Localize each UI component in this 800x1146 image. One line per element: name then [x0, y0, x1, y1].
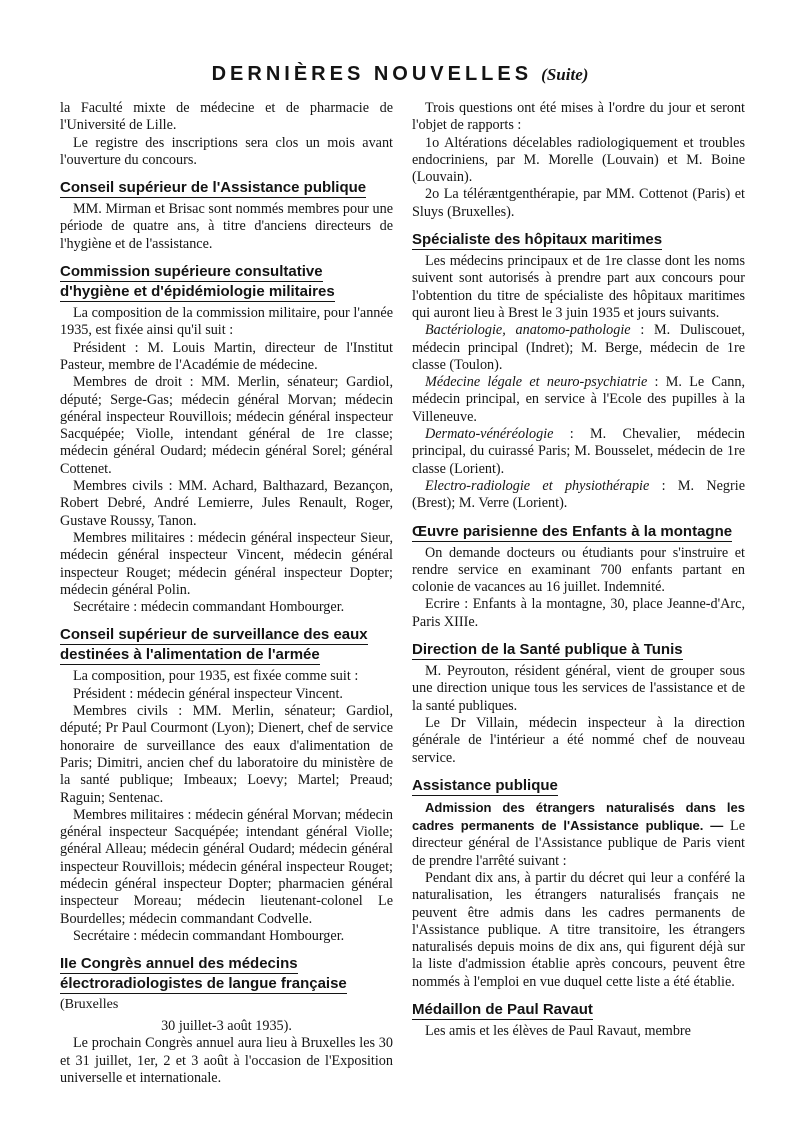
paragraph: Secrétaire : médecin commandant Hombourger.: [73, 927, 345, 944]
assistance-lead-paragraph: Admission des étrangers naturalisés dans les cadres permanents de l'Assistance publique. — Le directeur général de l'Assistance publique de Paris vient de prendre l'arrêté suivant :: [412, 799, 745, 869]
right-column: [412, 100, 745, 1040]
paragraph: Membres civils : MM. Merlin, sénateur; Gardiol, député; Pr Paul Courmont (Lyon); Dienert, chef de service honoraire de surveillance des eaux d'alimentation de Paris; Dimitri, ancien chef du laboratoire du ministère de la santé publique; Imbeaux; Loevy; Martel; Preaud; Raguin; Sentenac.: [60, 703, 393, 806]
section-title-oeuvre-parisienne: Œuvre parisienne des Enfants à la montagne: [412, 522, 733, 540]
section-title-surveillance-eaux: Conseil supérieur de surveillance des eaux destinées à l'alimentation de l'armée: [60, 626, 368, 664]
masthead: [0, 63, 800, 86]
specialty-item: Bactériologie, anatomo-pathologie : M. Duliscouet, médecin principal (Indret); M. Berge, médecin de 1re classe (Toulon).: [412, 322, 745, 373]
paragraph: La composition, pour 1935, est fixée comme suit :: [73, 668, 359, 685]
paragraph: M. Peyrouton, résident général, vient de grouper sous une direction unique tous les services de l'assistance et de la santé publiques.: [412, 663, 745, 714]
paragraph: Membres militaires : médecin général inspecteur Sieur, médecin général inspecteur Vincent, médecin général inspecteur Rouget; médecin général inspecteur Dopter; médecin général Polin.: [60, 529, 393, 598]
paragraph: La composition de la commission militaire, pour l'année 1935, est fixée ainsi qu'il suit :: [60, 305, 393, 339]
paragraph: Président : médecin général inspecteur Vincent.: [73, 685, 343, 702]
paragraph: Membres militaires : médecin général Morvan; médecin général inspecteur Sacquépée; intendant général Violle; général Alleau; médecin général Oudard; médecin général inspecteur Rouvillois; médecin général inspecteur Rouget; médecin général inspecteur Dopter; pharmacien général inspecteur Moreau; médecin lieutenant-colonel Le Bourdelles; médecin commandant Codvelle.: [60, 806, 393, 927]
specialty-label: Electro-radiologie et physiothérapie: [425, 477, 650, 494]
paragraph: Secrétaire : médecin commandant Hombourger.: [73, 599, 345, 616]
section-title-commission: Commission supérieure consultative d'hygiène et d'épidémiologie militaires: [60, 263, 335, 301]
paragraph: Président : M. Louis Martin, directeur de l'Institut Pasteur, membre de l'Académie de médecine.: [60, 339, 393, 373]
specialty-item: Dermato-vénéréologie : M. Chevalier, médecin principal, du cuirassé Paris; M. Bousselet, médecin de 1re classe (Lorient).: [412, 426, 745, 477]
intro-paragraph: Le registre des inscriptions sera clos un mois avant l'ouverture du concours.: [60, 134, 393, 168]
specialty-item: Médecine légale et neuro-psychiatrie : M. Le Cann, médecin principal, en service à l'Ecole des pupilles à la Villeneuve.: [412, 374, 745, 425]
paragraph: Le Dr Villain, médecin inspecteur à la direction générale de l'intérieur a été nommé chef de nouveau service.: [412, 714, 745, 766]
paragraph: 1o Altérations décelables radiologiquement et troubles endocriniens, par M. Morelle (Louvain) et M. Boine (Louvain).: [412, 134, 745, 186]
paragraph: Trois questions ont été mises à l'ordre du jour et seront l'objet de rapports :: [412, 100, 745, 134]
intro-continuation: la Faculté mixte de médecine et de pharmacie de l'Université de Lille.: [60, 100, 393, 134]
section-title-sante-tunis: Direction de la Santé publique à Tunis: [412, 641, 683, 659]
paragraph: MM. Mirman et Brisac sont nommés membres pour une période de quatre ans, à titre d'anciens directeurs de l'hygiène et de l'assistance.: [60, 201, 393, 252]
paragraph: Membres civils : MM. Achard, Balthazard, Bezançon, Robert Debré, André Lemierre, Jules Renault, Roger, Gustave Roussy, Tanon.: [60, 478, 393, 529]
specialty-label: Médecine légale et neuro-psychiatrie: [425, 374, 648, 391]
paragraph: 2o La téléræntgenthérapie, par MM. Cottenot (Paris) et Sluys (Bruxelles).: [412, 186, 745, 220]
specialty-item: Electro-radiologie et physiothérapie : M. Negrie (Brest); M. Verre (Lorient).: [412, 477, 745, 512]
congres-dates: 30 juillet-3 août 1935).: [161, 1018, 292, 1035]
paragraph: Les médecins principaux et de 1re classe dont les noms suivent sont autorisés à prendre part aux concours pour l'obtention du titre de spécialiste des hôpitaux maritimes qui auront lieu à Brest le 3 juin 1935 et jours suivants.: [412, 253, 745, 321]
assistance-lead: Admission des étrangers naturalisés dans les cadres permanents de l'Assistance publique. —: [412, 799, 745, 834]
paragraph: Ecrire : Enfants à la montagne, 30, place Jeanne-d'Arc, Paris XIIIe.: [412, 596, 745, 630]
paragraph: Membres de droit : MM. Merlin, sénateur; Gardiol, député; Serge-Gas; médecin général Morvan; médecin général inspecteur Rouvillois; médecin général inspecteur Sacquépée; Violle, intendant général de 1re classe; médecin général Oudard; médecin général Sorel; général Cottenet.: [60, 374, 393, 477]
section-title-specialiste: Spécialiste des hôpitaux maritimes: [412, 231, 663, 249]
specialty-label: Bactériologie, anatomo-pathologie: [425, 322, 631, 339]
section-title-assistance-publique: Assistance publique: [412, 776, 558, 794]
section-title-medaillon: Médaillon de Paul Ravaut: [412, 1001, 593, 1019]
paragraph: Pendant dix ans, à partir du décret qui leur a conféré la naturalisation, les étrangers naturalisés français ne peuvent être admis dans les cadres permanents de l'Assistance publique. A titre transitoire, les étrangers naturalisés depuis moins de dix ans, qui figurent déjà sur la liste d'admission établie après concours, peuvent être nommés à l'emploi en vue duquel cette liste a été établie.: [412, 869, 745, 990]
section-title-congres: IIe Congrès annuel des médecins électroradiologistes de langue française (Bruxelles: [60, 955, 347, 1013]
section-title-conseil-assistance: Conseil supérieur de l'Assistance publique: [60, 179, 367, 197]
paragraph: Le prochain Congrès annuel aura lieu à Bruxelles les 30 et 31 juillet, 1er, 2 et 3 août à l'occasion de l'Exposition universelle et internationale.: [60, 1035, 393, 1087]
paragraph: On demande docteurs ou étudiants pour s'instruire et rendre service en examinant 700 enfants partant en colonie de vacances au 16 juillet. Indemnité.: [412, 544, 745, 596]
masthead-suite: (Suite): [541, 65, 589, 84]
left-column: [60, 100, 393, 1087]
paragraph: Les amis et les élèves de Paul Ravaut, membre: [425, 1023, 691, 1040]
specialty-label: Dermato-vénéréologie: [425, 426, 554, 443]
masthead-title: DERNIÈRES NOUVELLES: [211, 63, 533, 85]
